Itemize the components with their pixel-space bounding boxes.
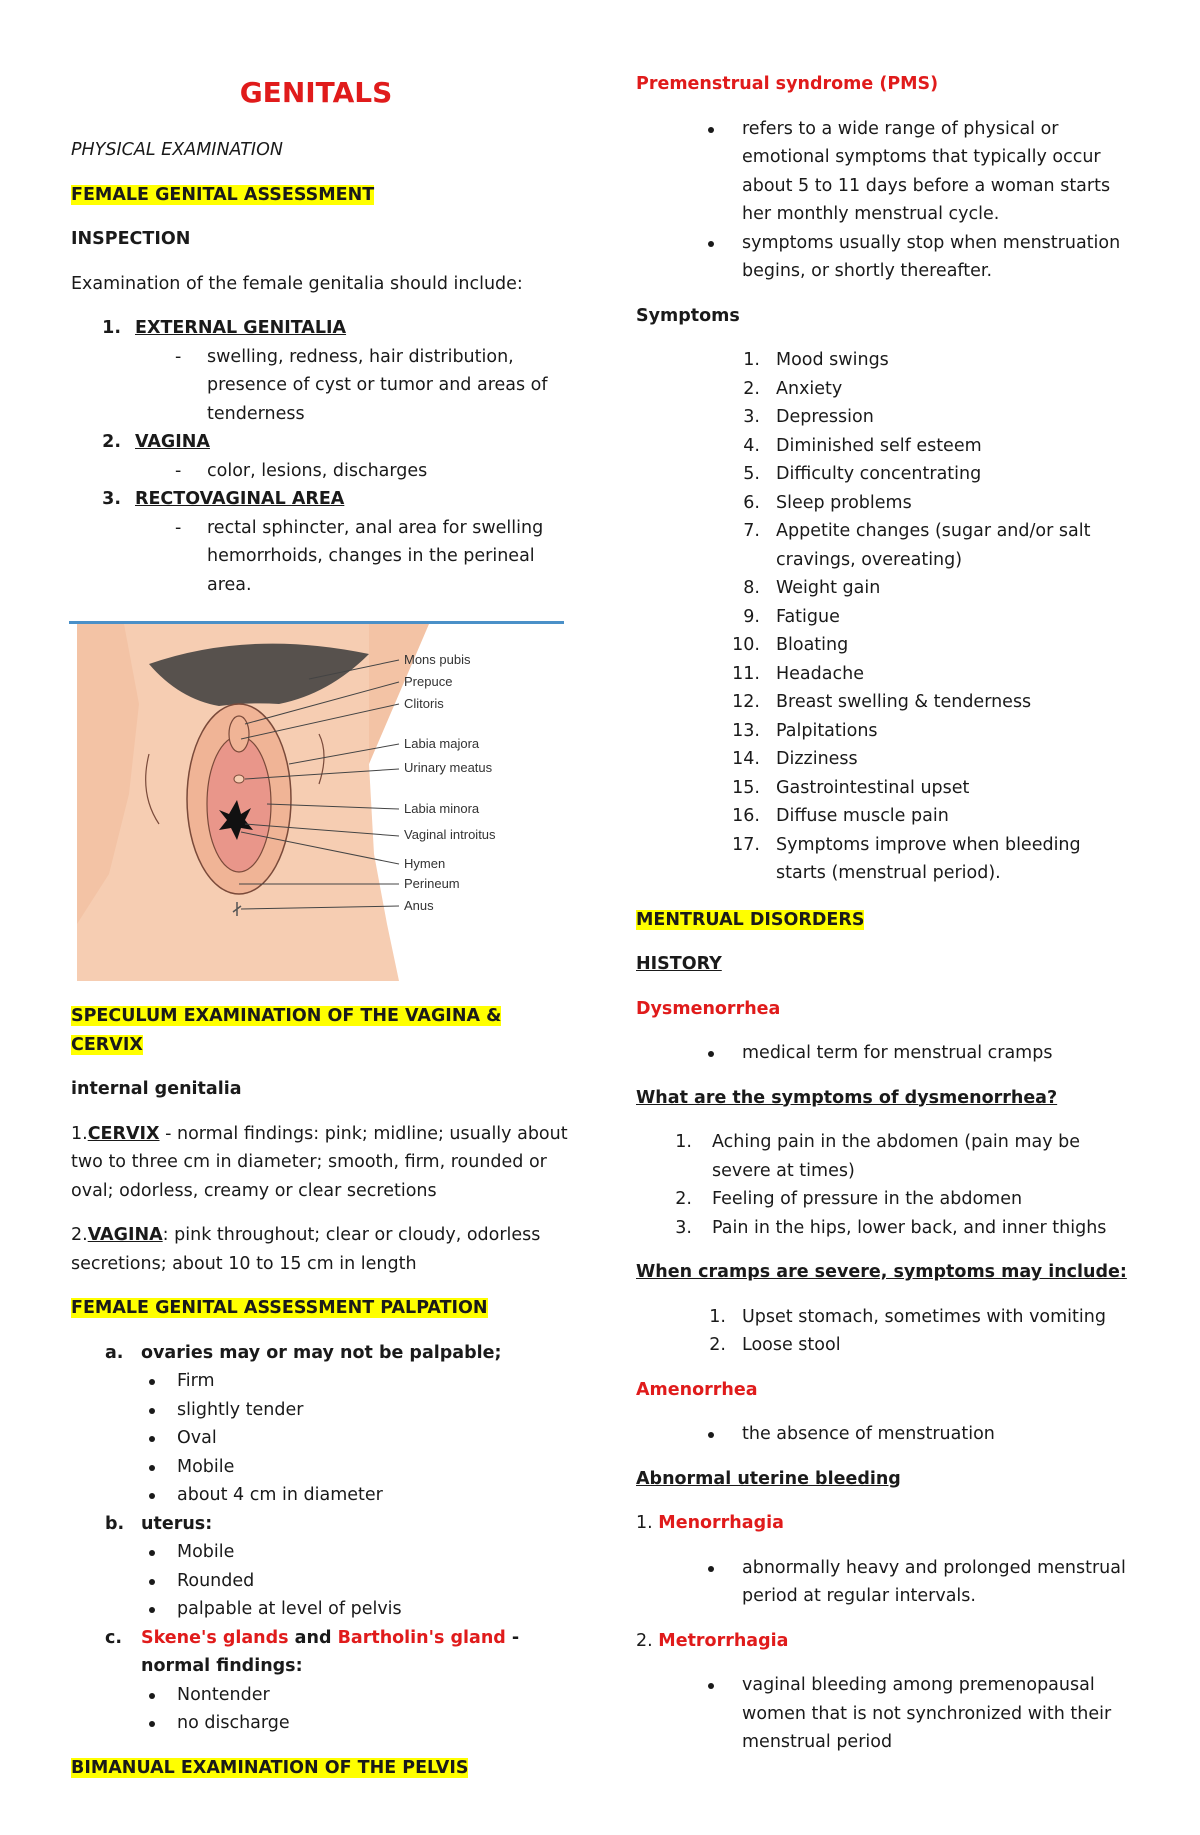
list-item: vaginal bleeding among premenopausal women that is not synchronized with their menstrual period xyxy=(636,1671,1136,1757)
list-item: 3. RECTOVAGINAL AREA - rectal sphincter, anal area for swelling hemorrhoids, changes in the perineal area. xyxy=(102,489,544,595)
severe-question: When cramps are severe, symptoms may include: xyxy=(636,1262,1127,1282)
page-title: GENITALS xyxy=(239,76,393,109)
pms-list xyxy=(636,115,1136,286)
list-item: a. ovaries may or may not be palpable; Firm slightly tender Oval Mobile about 4 cm in diameter xyxy=(105,1342,502,1505)
list-item: medical term for menstrual cramps xyxy=(636,1039,1136,1068)
amenorrhea-title: Amenorrhea xyxy=(636,1379,758,1400)
list-item: 2. Anxiety xyxy=(743,378,843,399)
label-prepuce: Prepuce xyxy=(404,674,453,689)
list-item: 5. Difficulty concentrating xyxy=(743,464,982,484)
inspection-list xyxy=(71,314,571,599)
label-vaginal-introitus: Vaginal introitus xyxy=(404,827,496,842)
heading-speculum: SPECULUM EXAMINATION OF THE VAGINA & CERVIX xyxy=(71,1006,502,1055)
heading-disorders: MENTRUAL DISORDERS xyxy=(636,909,865,930)
heading-palpation: FEMALE GENITAL ASSESSMENT PALPATION xyxy=(71,1298,488,1318)
label-hymen: Hymen xyxy=(404,856,446,871)
list-item: 12. Breast swelling & tenderness xyxy=(732,692,1032,712)
dysmenorrhea-question: What are the symptoms of dysmenorrhea? xyxy=(636,1087,1058,1108)
label-clitoris: Clitoris xyxy=(404,696,444,711)
list-item: 6. Sleep problems xyxy=(743,492,912,513)
list-item: 3. Depression xyxy=(743,407,874,427)
label-labia-minora: Labia minora xyxy=(404,801,480,816)
list-item: 1. Mood swings xyxy=(743,350,889,370)
anatomy-figure xyxy=(69,621,564,984)
list-item: 14. Dizziness xyxy=(732,749,858,769)
list-item: c. Skene's glands and Bartholin's gland - normal findings: Nontender no discharge xyxy=(105,1627,520,1733)
internal-genitalia: internal genitalia xyxy=(71,1079,242,1099)
dysmenorrhea-title: Dysmenorrhea xyxy=(636,998,781,1019)
list-item: 7. Appetite changes (sugar and/or salt cravings, overeating) xyxy=(743,521,1091,570)
list-item: abnormally heavy and prolonged menstrual period at regular intervals. xyxy=(636,1554,1136,1611)
menorrhagia-title: 1. Menorrhagia xyxy=(636,1513,784,1533)
list-item: 2. Feeling of pressure in the abdomen xyxy=(675,1189,1023,1209)
label-perineum: Perineum xyxy=(404,876,460,891)
heading-female-assessment: FEMALE GENITAL ASSESSMENT xyxy=(71,184,375,205)
intro-text: Examination of the female genitalia should include: xyxy=(71,273,523,294)
dysmenorrhea-symptoms xyxy=(642,1128,1136,1242)
severe-list xyxy=(602,1303,1136,1360)
pms-title: Premenstrual syndrome (PMS) xyxy=(636,74,939,94)
list-item: 1. EXTERNAL GENITALIA - swelling, redness, hair distribution, presence of cyst or tumor and areas of tenderness xyxy=(102,318,548,424)
symptoms-list xyxy=(636,346,1136,888)
list-item: 1. Upset stomach, sometimes with vomiting xyxy=(709,1306,1106,1327)
list-item: symptoms usually stop when menstruation begins, or shortly thereafter. xyxy=(636,229,1136,286)
list-item: b. uterus: Mobile Rounded palpable at level of pelvis xyxy=(105,1513,402,1619)
palpation-list xyxy=(71,1339,571,1738)
list-item: 16. Diffuse muscle pain xyxy=(732,806,949,826)
anatomy-illustration xyxy=(69,624,564,981)
list-item: 3. Pain in the hips, lower back, and inner thighs xyxy=(675,1217,1107,1238)
label-anus: Anus xyxy=(404,898,434,913)
aub-heading: Abnormal uterine bleeding xyxy=(636,1468,901,1489)
left-column xyxy=(71,66,571,1798)
list-item: 11. Headache xyxy=(732,663,864,684)
history-heading: HISTORY xyxy=(636,954,722,974)
heading-bimanual: BIMANUAL EXAMINATION OF THE PELVIS xyxy=(71,1757,469,1778)
heading-inspection: INSPECTION xyxy=(71,229,191,249)
right-column xyxy=(636,66,1136,1773)
list-item: 13. Palpitations xyxy=(732,720,878,741)
list-item: the absence of menstruation xyxy=(636,1420,1136,1449)
list-item: 8. Weight gain xyxy=(743,578,881,598)
list-item: 15. Gastrointestinal upset xyxy=(732,777,970,798)
list-item: refers to a wide range of physical or emotional symptoms that typically occur about 5 to 11 days before a woman starts her monthly menstrual cycle. xyxy=(636,115,1136,229)
list-item: 9. Fatigue xyxy=(743,606,840,627)
list-item: 10. Bloating xyxy=(732,635,849,655)
metrorrhagia-title: 2. Metrorrhagia xyxy=(636,1630,789,1651)
label-labia-majora: Labia majora xyxy=(404,736,480,751)
label-mons-pubis: Mons pubis xyxy=(404,652,471,667)
list-item: 2. VAGINA - color, lesions, discharges xyxy=(102,432,428,481)
list-item: 1. Aching pain in the abdomen (pain may be severe at times) xyxy=(675,1132,1081,1181)
vagina-paragraph: 2.VAGINA: pink throughout; clear or cloudy, odorless secretions; about 10 to 15 cm in length xyxy=(71,1225,541,1274)
label-urinary-meatus: Urinary meatus xyxy=(404,760,493,775)
list-item: 17. Symptoms improve when bleeding starts (menstrual period). xyxy=(732,834,1081,883)
subtitle: PHYSICAL EXAMINATION xyxy=(71,140,283,160)
list-item: 2. Loose stool xyxy=(709,1335,841,1355)
list-item: 4. Diminished self esteem xyxy=(743,435,982,456)
cervix-paragraph: 1.CERVIX - normal findings: pink; midline; usually about two to three cm in diameter; smooth, firm, rounded or oval; odorless, creamy or clear secretions xyxy=(71,1123,568,1201)
symptoms-heading: Symptoms xyxy=(636,305,740,326)
